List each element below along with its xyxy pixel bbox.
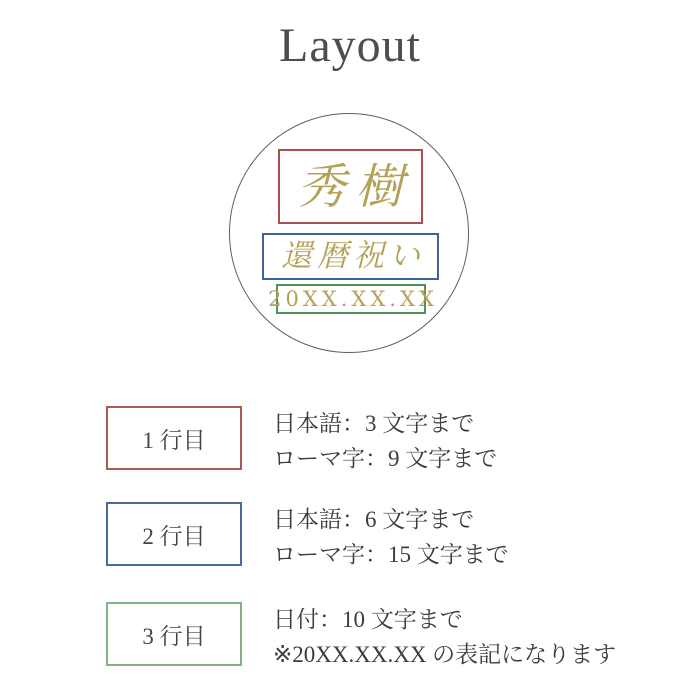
stamp-preview-circle bbox=[229, 113, 469, 353]
legend-row-line3 bbox=[106, 602, 616, 672]
legend-line2-desc-roman: ローマ字：15 文字まで bbox=[273, 542, 509, 567]
preview-line2-text: 還暦祝い bbox=[281, 238, 425, 274]
legend-line3-description bbox=[273, 602, 616, 672]
legend-row-line2 bbox=[106, 502, 509, 572]
legend-line1-desc-japanese: 日本語：3 文字まで bbox=[273, 411, 475, 436]
legend-line1-description bbox=[273, 406, 497, 476]
preview-line1-text: 秀樹 bbox=[297, 158, 414, 215]
legend-line2-desc-japanese: 日本語：6 文字まで bbox=[273, 507, 475, 532]
legend-line3-box bbox=[106, 602, 242, 666]
preview-line2-box bbox=[262, 233, 439, 280]
legend-line3-desc-date: 日付：10 文字まで bbox=[273, 607, 463, 632]
legend-line1-desc-roman: ローマ字：9 文字まで bbox=[273, 446, 498, 471]
page-title: Layout bbox=[279, 19, 421, 72]
legend-line3-label: 3 行目 bbox=[142, 623, 206, 649]
legend-line2-box bbox=[106, 502, 242, 566]
legend-line2-label: 2 行目 bbox=[142, 523, 206, 549]
legend-line1-label: 1 行目 bbox=[142, 427, 206, 453]
legend-line2-description bbox=[273, 502, 509, 572]
preview-line3-text: 20XX.XX.XX bbox=[268, 286, 438, 311]
legend-line3-desc-note: ※20XX.XX.XX の表記になります bbox=[273, 642, 617, 667]
legend-line1-box bbox=[106, 406, 242, 470]
legend-row-line1 bbox=[106, 406, 497, 476]
preview-line3-box bbox=[268, 284, 438, 314]
preview-line1-box bbox=[278, 149, 423, 224]
